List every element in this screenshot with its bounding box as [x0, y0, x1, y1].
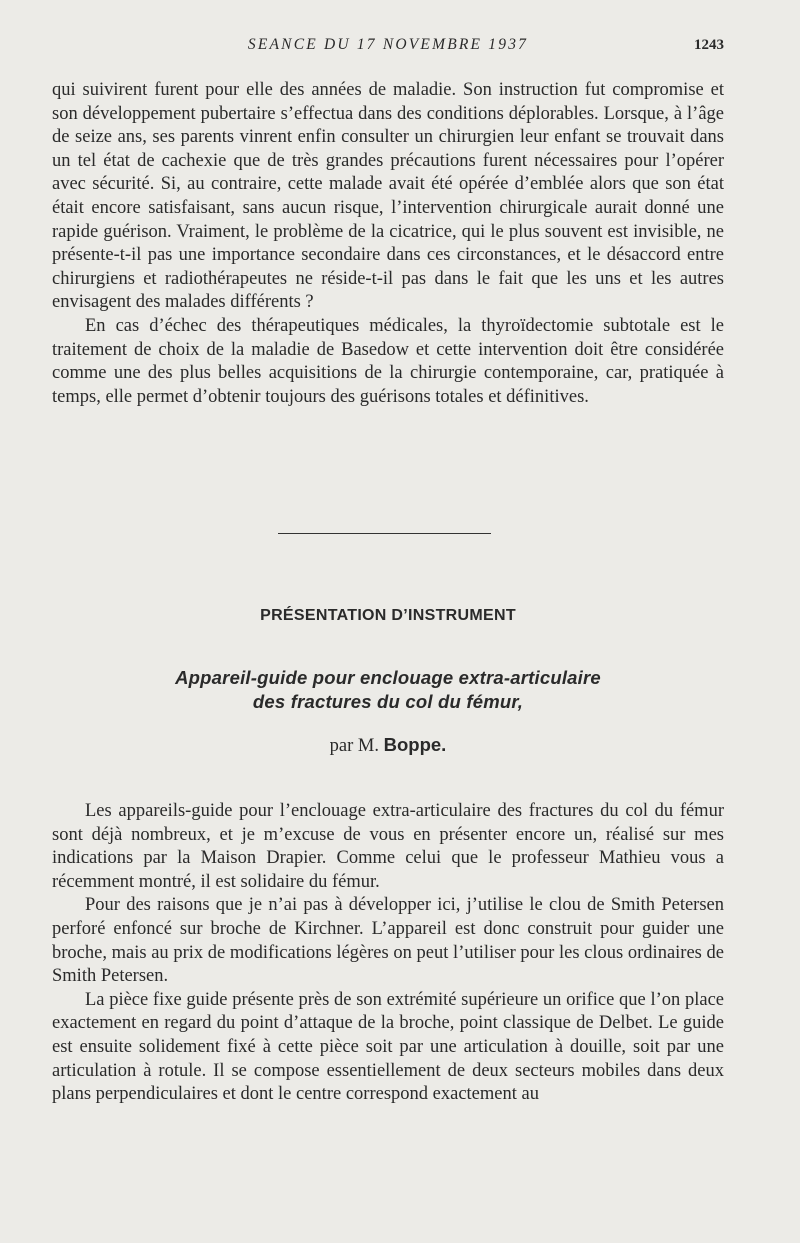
top-text-block: [52, 79, 724, 409]
byline: [52, 734, 724, 757]
article-title-line: Appareil-guide pour enclouage extra-articulaire: [175, 667, 601, 688]
body-paragraph: La pièce fixe guide présente près de son extrémité supérieure un orifice que l’on place exactement en regard du point d’attaque de la broche, point classique de Delbet. Le guide est ensuite solidement fixé à cette pièce soit par une articulation à douille, soit par une articulation à rotule. Il se compose essentiellement de deux secteurs mobiles dans deux plans perpendiculaires et dont le centre correspond exactement au: [52, 989, 724, 1105]
byline-prefix: par M.: [329, 736, 379, 756]
section-divider: [278, 533, 491, 534]
article-title-line: des fractures du col du fémur,: [252, 691, 524, 712]
author-name: Boppe.: [383, 734, 447, 755]
body-paragraph: Les appareils-guide pour l’enclouage extra-articulaire des fractures du col du fémur sont déjà nombreux, et je m’excuse de vous en présenter encore un, réalisé sur mes indications par la Maison Drapier. Comme celui que le professeur Mathieu vous a récemment montré, il est solidaire du fémur.: [52, 801, 724, 892]
running-title: SEANCE DU 17 NOVEMBRE 1937: [247, 36, 529, 53]
body-paragraph: qui suivirent furent pour elle des années de maladie. Son instruction fut compromise et son développement pubertaire s’effectua dans des conditions déplorables. Lorsque, à l’âge de seize ans, ses parents vinrent enfin consulter un chirurgien leur enfant se trouvait dans un tel état de cachexie que de très grandes précautions furent nécessaires pour l’opérer avec sécurité. Si, au contraire, cette malade avait été opérée d’emblée alors que son état était encore satisfaisant, sans aucun risque, l’intervention chirurgicale aurait donné une rapide guérison. Vraiment, le problème de la cicatrice, qui le plus souvent est invisible, ne présente-t-il pas une importance secondaire dans ces circonstances, et le désaccord entre chirurgiens et radiothérapeutes ne réside-t-il pas dans le fait que les uns et les autres envisagent des malades différents ?: [52, 80, 724, 313]
body-paragraph: Pour des raisons que je n’ai pas à développer ici, j’utilise le clou de Smith Petersen perforé enfoncé sur broche de Kirchner. L’appareil est donc construit pour guider une broche, mais au prix de modifications légères on peut l’utiliser pour les clous ordinaires de Smith Petersen.: [52, 895, 724, 987]
running-header: [52, 36, 724, 56]
body-paragraph: En cas d’échec des thérapeutiques médicales, la thyroïdectomie subtotale est le traitement de choix de la maladie de Basedow et cette intervention doit être considérée comme une des plus belles acquisitions de la chirurgie contemporaine, car, pratiquée à temps, elle permet d’obtenir toujours des guérisons totales et définitives.: [52, 315, 724, 407]
bottom-text-block: [52, 800, 724, 1107]
article-title: [52, 666, 724, 714]
section-heading: PRÉSENTATION D’INSTRUMENT: [260, 607, 516, 624]
page-number: 1243: [694, 37, 724, 53]
